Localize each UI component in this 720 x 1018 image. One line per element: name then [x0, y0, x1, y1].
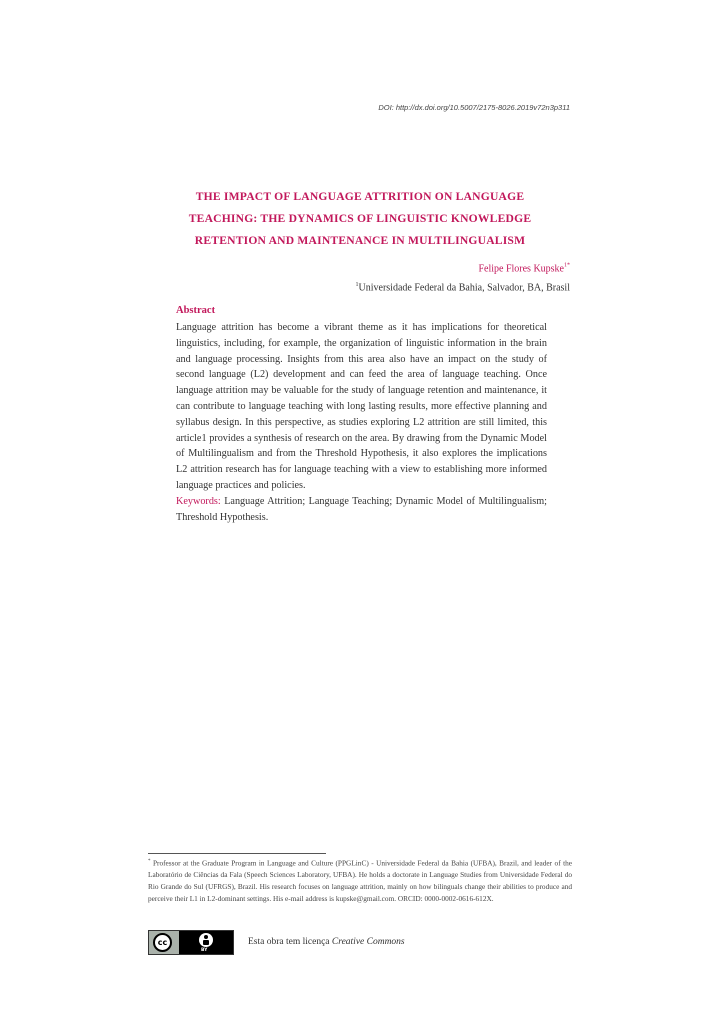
author-block — [356, 258, 571, 297]
keywords-label: Keywords: — [176, 495, 221, 507]
affiliation-line — [356, 277, 571, 296]
abstract-text: Language attrition has become a vibrant theme as it has implications for theoretical linguistics, including, for example, the organization of linguistic information in the brain and language processing. Insights from this area also have an impact on the study of second language (L2) development and can feed the area of language teaching. Once language attrition may be valuable for the study of language retention and maintenance, it can contribute to language teaching with long lasting results, more effective planning and syllabus design. In this perspective, as studies exploring L2 attrition are still limited, this article1 provides a synthesis of research on the area. By drawing from the Dynamic Model of Multilingualism and from the Threshold Hypothesis, it also explores the implications L2 attrition research has for language teaching with a view to establishing more informed language practices and policies. — [176, 322, 547, 491]
doi-line[interactable]: DOI: http://dx.doi.org/10.5007/2175-8026.2019v72n3p311 — [378, 103, 570, 112]
author-name: Felipe Flores Kupske — [478, 263, 564, 275]
license-text — [248, 937, 405, 947]
title-line-2: TEACHING: THE DYNAMICS OF LINGUISTIC KNOWLEDGE — [188, 212, 532, 225]
footnote-marker: * — [148, 859, 151, 864]
author-marker: 1* — [564, 263, 570, 269]
footnote-divider — [148, 853, 326, 854]
person-icon — [199, 933, 213, 947]
license-text-italic: Creative Commons — [331, 937, 405, 947]
abstract-heading: Abstract — [176, 305, 216, 316]
keywords-text: Language Attrition; Language Teaching; Dynamic Model of Multilingualism; Threshold Hypothesis. — [176, 495, 547, 523]
affiliation: Universidade Federal da Bahia, Salvador, BA, Brasil — [358, 282, 570, 294]
keywords-line — [176, 494, 547, 526]
footnote — [148, 856, 572, 905]
article-title — [140, 186, 580, 252]
affiliation-marker: 1 — [355, 282, 359, 289]
by-label: BY — [201, 947, 208, 953]
abstract-body — [176, 320, 547, 525]
author-line — [356, 258, 571, 277]
license-text-plain: Esta obra tem licença — [248, 937, 330, 947]
license-block — [148, 929, 405, 955]
title-line-3: RETENTION AND MAINTENANCE IN MULTILINGUALISM — [194, 234, 526, 247]
cc-by-license-icon[interactable] — [148, 930, 234, 955]
title-line-1: THE IMPACT OF LANGUAGE ATTRITION ON LANGUAGE — [195, 190, 525, 203]
footnote-text: Professor at the Graduate Program in Language and Culture (PPGLinC) - Universidade Federal da Bahia (UFBA), Brazil, and leader of the Laboratório de Ciências da Fala (Speech Sciences Laboratory, UFBA). He holds a doctorate in Language Studies from Universidade Federal do Rio Grande do Sul (UFRGS), Brazil. His research focuses on language attrition, mainly on how bilinguals change their abilities to produce and perceive their L1 in L2-dominant settings. His e-mail address is kupske@gmail.com. ORCID: 0000-0002-0616-612X. — [148, 858, 572, 903]
by-strip — [179, 931, 233, 954]
cc-icon: cc — [153, 933, 172, 952]
